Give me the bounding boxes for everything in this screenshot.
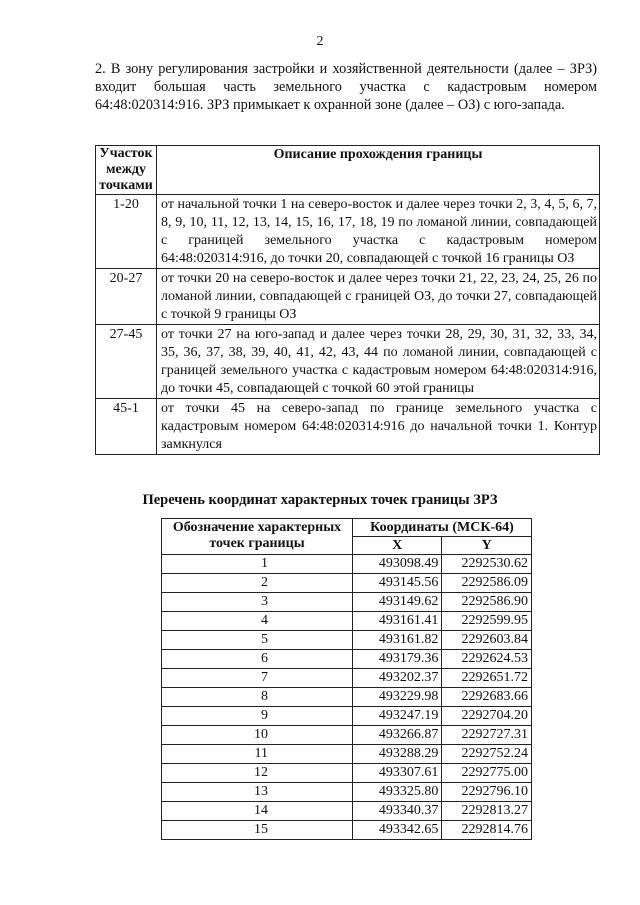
y-cell: 2292775.00 <box>442 764 532 783</box>
point-cell: 12 <box>162 764 353 783</box>
x-cell: 493288.29 <box>352 745 441 764</box>
y-cell: 2292586.90 <box>442 593 532 612</box>
table-row <box>162 745 532 764</box>
table-row <box>162 783 532 802</box>
boundary-table-header-row <box>96 146 600 195</box>
table-row <box>162 593 532 612</box>
segment-header: Участок между точками <box>96 146 157 195</box>
table-row <box>162 574 532 593</box>
table-row <box>96 325 600 399</box>
y-cell: 2292813.27 <box>442 802 532 821</box>
x-cell: 493161.41 <box>352 612 441 631</box>
x-cell: 493340.37 <box>352 802 441 821</box>
coords-header-row <box>162 519 532 537</box>
x-cell: 493161.82 <box>352 631 441 650</box>
point-cell: 14 <box>162 802 353 821</box>
table-row <box>162 821 532 840</box>
x-cell: 493266.87 <box>352 726 441 745</box>
x-header: X <box>352 537 441 555</box>
x-cell: 493307.61 <box>352 764 441 783</box>
point-cell: 15 <box>162 821 353 840</box>
table-row <box>162 707 532 726</box>
point-cell: 7 <box>162 669 353 688</box>
point-cell: 8 <box>162 688 353 707</box>
x-cell: 493247.19 <box>352 707 441 726</box>
point-cell: 10 <box>162 726 353 745</box>
y-cell: 2292586.09 <box>442 574 532 593</box>
table-row <box>96 269 600 325</box>
table-row <box>162 669 532 688</box>
x-cell: 493325.80 <box>352 783 441 802</box>
y-cell: 2292752.24 <box>442 745 532 764</box>
description-cell: от точки 27 на юго-запад и далее через точки 28, 29, 30, 31, 32, 33, 34, 35, 36, 37, 38, 39, 40, 41, 42, 43, 44 по ломаной линии, совпадающей с границей земельного участка с кадастровым номером 64:48:020314:916, до точки 45, совпадающей с точкой 60 этой границы <box>157 325 600 399</box>
table-row <box>162 802 532 821</box>
y-cell: 2292599.95 <box>442 612 532 631</box>
segment-cell: 45-1 <box>96 399 157 455</box>
description-header: Описание прохождения границы <box>157 146 600 195</box>
table-row <box>162 612 532 631</box>
y-cell: 2292814.76 <box>442 821 532 840</box>
y-cell: 2292651.72 <box>442 669 532 688</box>
point-cell: 9 <box>162 707 353 726</box>
point-cell: 3 <box>162 593 353 612</box>
table-row <box>96 195 600 269</box>
coordinates-header: Координаты (МСК-64) <box>352 519 531 537</box>
point-cell: 6 <box>162 650 353 669</box>
y-cell: 2292727.31 <box>442 726 532 745</box>
x-cell: 493179.36 <box>352 650 441 669</box>
y-cell: 2292530.62 <box>442 555 532 574</box>
point-header: Обозначение характерных точек границы <box>162 519 353 555</box>
point-cell: 11 <box>162 745 353 764</box>
segment-cell: 20-27 <box>96 269 157 325</box>
table-row <box>162 650 532 669</box>
x-cell: 493145.56 <box>352 574 441 593</box>
intro-paragraph: 2. В зону регулирования застройки и хозяйственной деятельности (далее – ЗРЗ) входит большая часть земельного участка с кадастровым номером 64:48:020314:916. ЗРЗ примыкает к охранной зоне (далее – ОЗ) с юго-запада. <box>95 61 597 114</box>
segment-cell: 1-20 <box>96 195 157 269</box>
table-row <box>162 726 532 745</box>
y-header: Y <box>442 537 532 555</box>
point-cell: 2 <box>162 574 353 593</box>
table-row <box>162 555 532 574</box>
x-cell: 493229.98 <box>352 688 441 707</box>
description-cell: от точки 45 на северо-запад по границе земельного участка с кадастровым номером 64:48:020314:916 до начальной точки 1. Контур замкнулся <box>157 399 600 455</box>
y-cell: 2292796.10 <box>442 783 532 802</box>
y-cell: 2292603.84 <box>442 631 532 650</box>
point-cell: 1 <box>162 555 353 574</box>
segment-cell: 27-45 <box>96 325 157 399</box>
x-cell: 493202.37 <box>352 669 441 688</box>
boundary-description-table <box>95 145 600 455</box>
x-cell: 493342.65 <box>352 821 441 840</box>
coordinates-table <box>161 518 532 840</box>
table-row <box>162 764 532 783</box>
x-cell: 493098.49 <box>352 555 441 574</box>
coordinates-title: Перечень координат характерных точек границы ЗРЗ <box>142 492 498 508</box>
point-cell: 4 <box>162 612 353 631</box>
y-cell: 2292683.66 <box>442 688 532 707</box>
point-cell: 13 <box>162 783 353 802</box>
y-cell: 2292704.20 <box>442 707 532 726</box>
y-cell: 2292624.53 <box>442 650 532 669</box>
table-row <box>162 631 532 650</box>
description-cell: от начальной точки 1 на северо-восток и далее через точки 2, 3, 4, 5, 6, 7, 8, 9, 10, 11, 12, 13, 14, 15, 16, 17, 18, 19 по ломаной линии, совпадающей с границей земельного участка с кадастровым номером 64:48:020314:916, до точки 20, совпадающей с точкой 16 границы ОЗ <box>157 195 600 269</box>
x-cell: 493149.62 <box>352 593 441 612</box>
table-row <box>162 688 532 707</box>
table-row <box>96 399 600 455</box>
point-cell: 5 <box>162 631 353 650</box>
page-number: 2 <box>316 34 324 49</box>
description-cell: от точки 20 на северо-восток и далее через точки 21, 22, 23, 24, 25, 26 по ломаной линии, совпадающей с границей ОЗ, до точки 27, совпадающей с точкой 9 границы ОЗ <box>157 269 600 325</box>
